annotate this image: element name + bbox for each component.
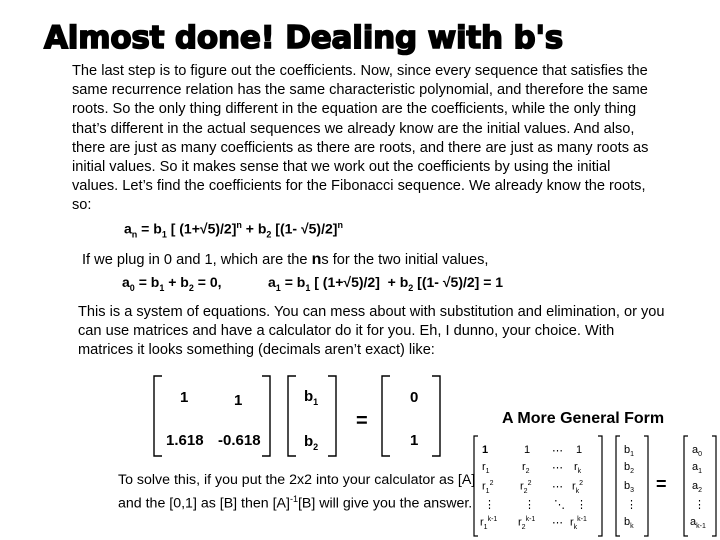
general-rhs-right-bracket [712,436,716,536]
general-cell: $r_1^{k-1}$ [480,516,498,531]
intro-paragraph: The last step is to figure out the coefficients. Now, since every sequence that satisfies the same recurrence relation has the same characteristic polynomial, and therefore the same roots. So the only thing different in the equation are the coefficients, while the only thing that’s different in the actual sequences we already know are the initial values. And also, there are just as many coefficients as there are roots, and there are just as many roots as initial values. So it makes sense that we work out the coefficients by using the initial values. Let’s find the coefficients for the Fibonacci sequence. We already know the roots, so: [72,63,649,214]
general-a-cell: $a_{k-1}$ [690,516,706,531]
general-cell: $r_1$ [482,461,490,476]
general-coef-right-bracket [598,436,602,536]
vector-b2: $b_2$ [304,433,319,452]
plug-in-sentence: If we plug in 0 and 1, which are the ns for the two initial values, [82,251,489,268]
matrix-equals-sign: = [356,410,368,432]
general-b-left-bracket [616,436,620,536]
solve-instructions: To solve this, if you put the 2x2 into your calculator as [A] and the [0,1] as [B] then $[A]^{-1}[B]$ will give you the answer. [118,472,476,512]
general-cell: $r_k^2$ [572,480,584,495]
general-a-cell: $a_0$ [692,444,703,459]
rhs-value-1: 1 [410,432,419,449]
general-b-cell: $b_1$ [624,444,635,459]
general-cell: $r_2$ [522,461,530,476]
general-cell: $r_2^{k-1}$ [518,516,536,531]
slide-title: Almost done! Dealing with b's [44,20,564,56]
general-a-cell: $a_1$ [692,461,703,476]
general-rhs-left-bracket [684,436,688,536]
general-b-cell: $b_3$ [624,480,635,495]
general-cell: ⋯ [552,517,563,529]
general-cell: ⋯ [552,462,563,474]
general-b-right-bracket [644,436,648,536]
general-cell: ⋮ [576,499,587,511]
initial-equation-a0: $a_0 = b_1 + b_2 = 0$, [122,274,222,293]
general-cell: $r_2^2$ [520,480,532,495]
matrix-cell-r2c1: 1.618 [166,432,204,449]
vector-b1: $b_1$ [304,388,319,407]
system-paragraph: This is a system of equations. You can mess about with substitution and elimination, or you can use matrices and have a calculator do it for you. Eh, I dunno, your choice. With matrices it looks something (decimals aren’t exact) like: [78,304,665,359]
general-cell: $r_1^2$ [482,480,494,495]
general-cell: 1 [524,444,531,456]
general-equals-sign: = [656,474,667,494]
matrix-cell-r1c1: 1 [180,389,189,406]
general-coef-left-bracket [474,436,478,536]
rhs-value-0: 0 [410,389,419,406]
closed-form-equation: $a_n = b_1$ [ $(1+√5)/2]^n + b_2$ [(1- √5)/2]$^n$ [124,220,343,240]
general-cell: ⋮ [524,499,535,511]
general-b-cell: ⋮ [626,499,637,511]
initial-equation-a1: $a_1 = b_1$ [ $(1+√5)/2] + b_2$ [(1- √5)/2] = 1 [268,274,504,293]
general-form-title: A More General Form [502,410,665,427]
general-a-cell: $a_2$ [692,480,703,495]
matrix-cell-r2c2: -0.618 [218,432,261,449]
general-cell: $r_k^{k-1}$ [570,516,587,531]
general-cell: ⋱ [554,499,565,511]
general-b-cell: $b_2$ [624,461,635,476]
matrix-cell-r1c2: 1 [234,392,243,409]
general-a-cell: ⋮ [694,499,705,511]
general-cell: 1 [576,444,583,456]
general-cell: $r_k$ [574,461,582,476]
general-cell: ⋯ [552,445,563,457]
general-cell: ⋮ [484,499,495,511]
general-cell: 1 [482,444,489,456]
general-cell: ⋯ [552,481,563,493]
general-b-cell: $b_k$ [624,516,634,531]
